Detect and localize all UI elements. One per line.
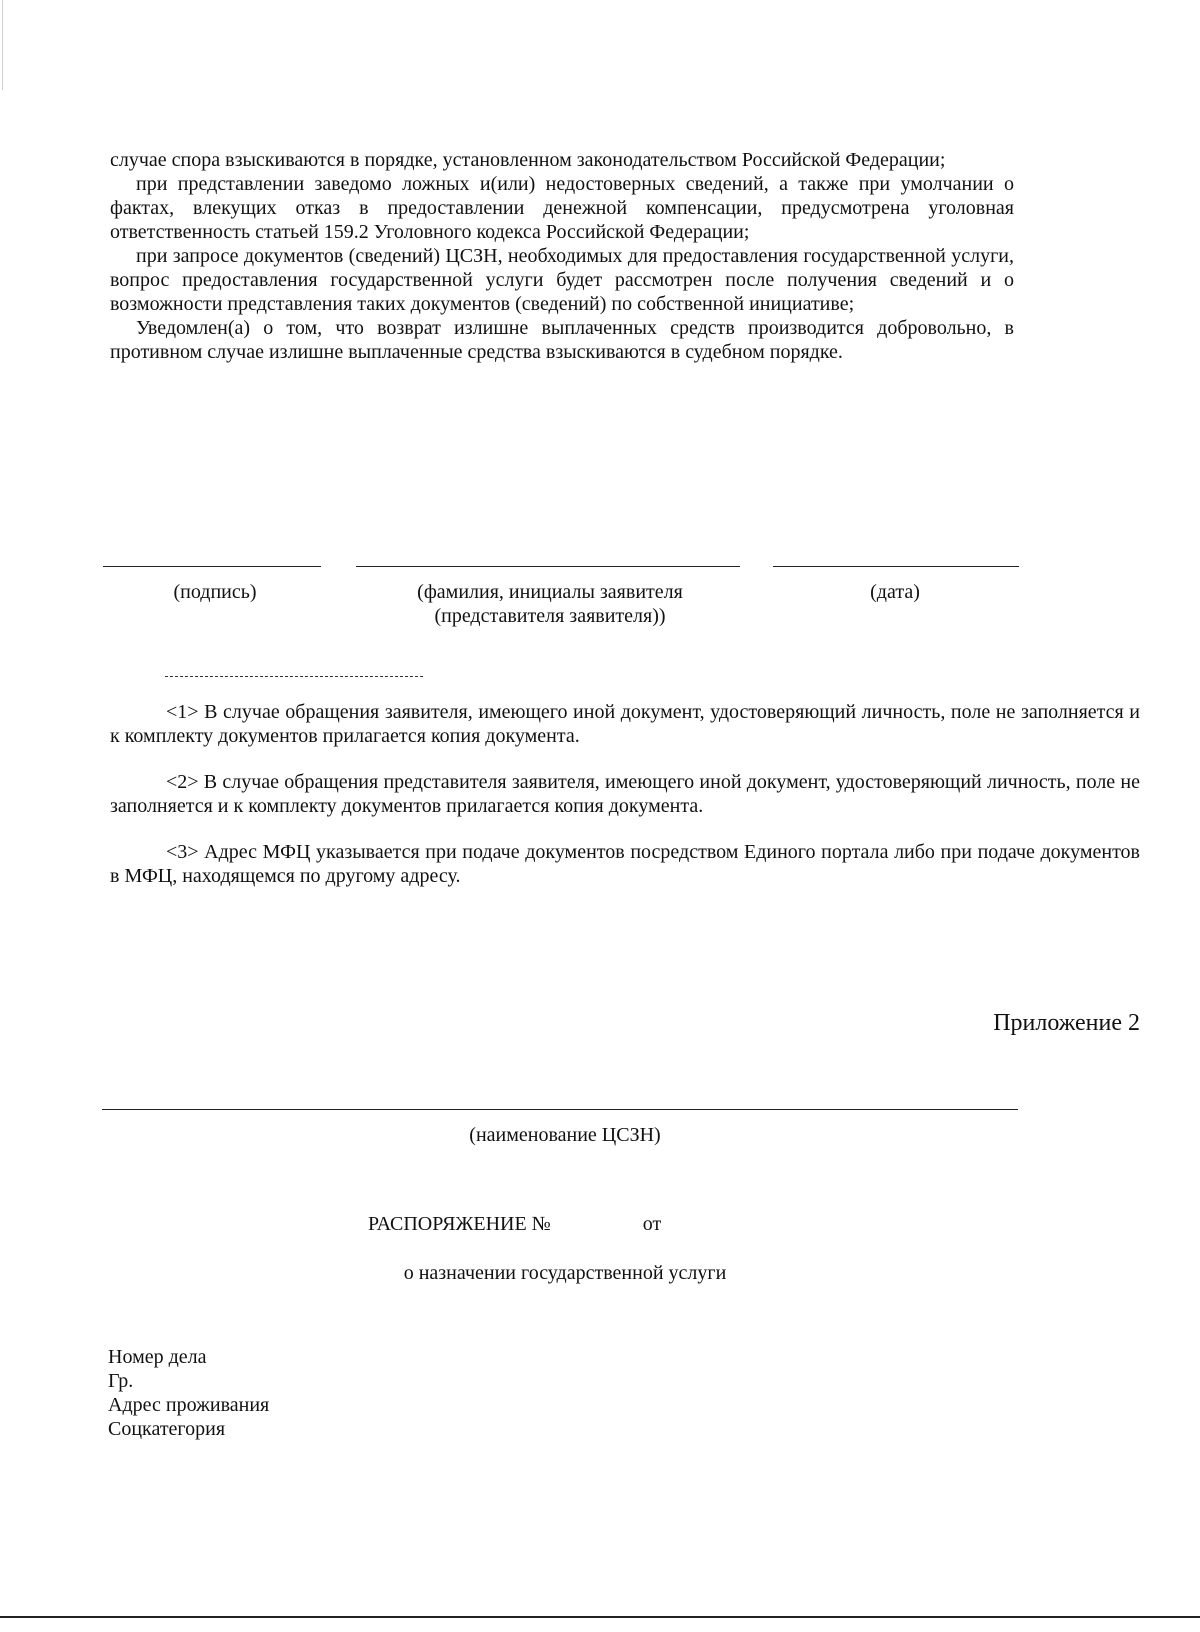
date-label: (дата) [870, 581, 920, 603]
signature-line [103, 566, 321, 567]
footnotes [110, 700, 1140, 910]
name-line [356, 566, 740, 567]
paragraph-document-request: при запросе документов (сведений) ЦСЗН, необходимых для предоставления государственной услуги, вопрос предоставления государственной услуги будет рассмотрен после получения сведений и о возможности представления таких документов (сведений) по собственной инициативе; [110, 245, 1014, 315]
name-label-line1: (фамилия, инициалы заявителя [417, 581, 683, 603]
footnote-2: <2> В случае обращения представителя заявителя, имеющего иной документ, удостоверяющий личность, поле не заполняется и к комплекту документов прилагается копия документа. [110, 771, 1140, 817]
paragraph-refund-notice: Уведомлен(а) о том, что возврат излишне выплаченных средств производится добровольно, в противном случае излишне выплаченные средства взыскиваются в судебном порядке. [110, 317, 1014, 363]
footnote-separator [165, 676, 423, 677]
notice-body [110, 148, 1014, 364]
org-name-line [102, 1109, 1018, 1110]
scan-edge [2, 0, 3, 90]
name-label-line2: (представителя заявителя)) [434, 605, 666, 627]
field-citizen: Гр. [108, 1370, 134, 1392]
order-from-label: от [642, 1213, 662, 1235]
field-address: Адрес проживания [108, 1394, 270, 1416]
footnote-3: <3> Адрес МФЦ указывается при подаче документов посредством Единого портала либо при подаче документов в МФЦ, находящемся по другому адресу. [110, 841, 1140, 887]
date-line [773, 566, 1019, 567]
order-subtitle: о назначении государственной услуги [403, 1262, 727, 1284]
paragraph-false-info: при представлении заведомо ложных и(или) недостоверных сведений, а также при умолчании о фактах, влекущих отказ в предоставлении денежной компенсации, предусмотрена уголовная ответственность статьей 159.2 Уголовного кодекса Российской Федерации; [110, 173, 1014, 243]
field-social-category: Соцкатегория [108, 1418, 226, 1440]
order-title [368, 1213, 661, 1236]
footnote-1: <1> В случае обращения заявителя, имеющего иной документ, удостоверяющий личность, поле не заполняется и к комплекту документов прилагается копия документа. [110, 701, 1140, 747]
paragraph-dispute: случае спора взыскиваются в порядке, установленном законодательством Российской Федерации; [110, 149, 946, 171]
field-case-number: Номер дела [108, 1346, 207, 1368]
appendix-label: Приложение 2 [993, 1010, 1140, 1036]
signature-label: (подпись) [173, 581, 257, 603]
order-number-label: РАСПОРЯЖЕНИЕ № [368, 1213, 551, 1235]
case-fields [108, 1345, 269, 1441]
org-name-label: (наименование ЦСЗН) [469, 1124, 661, 1146]
scan-bottom-edge [0, 1616, 1200, 1618]
